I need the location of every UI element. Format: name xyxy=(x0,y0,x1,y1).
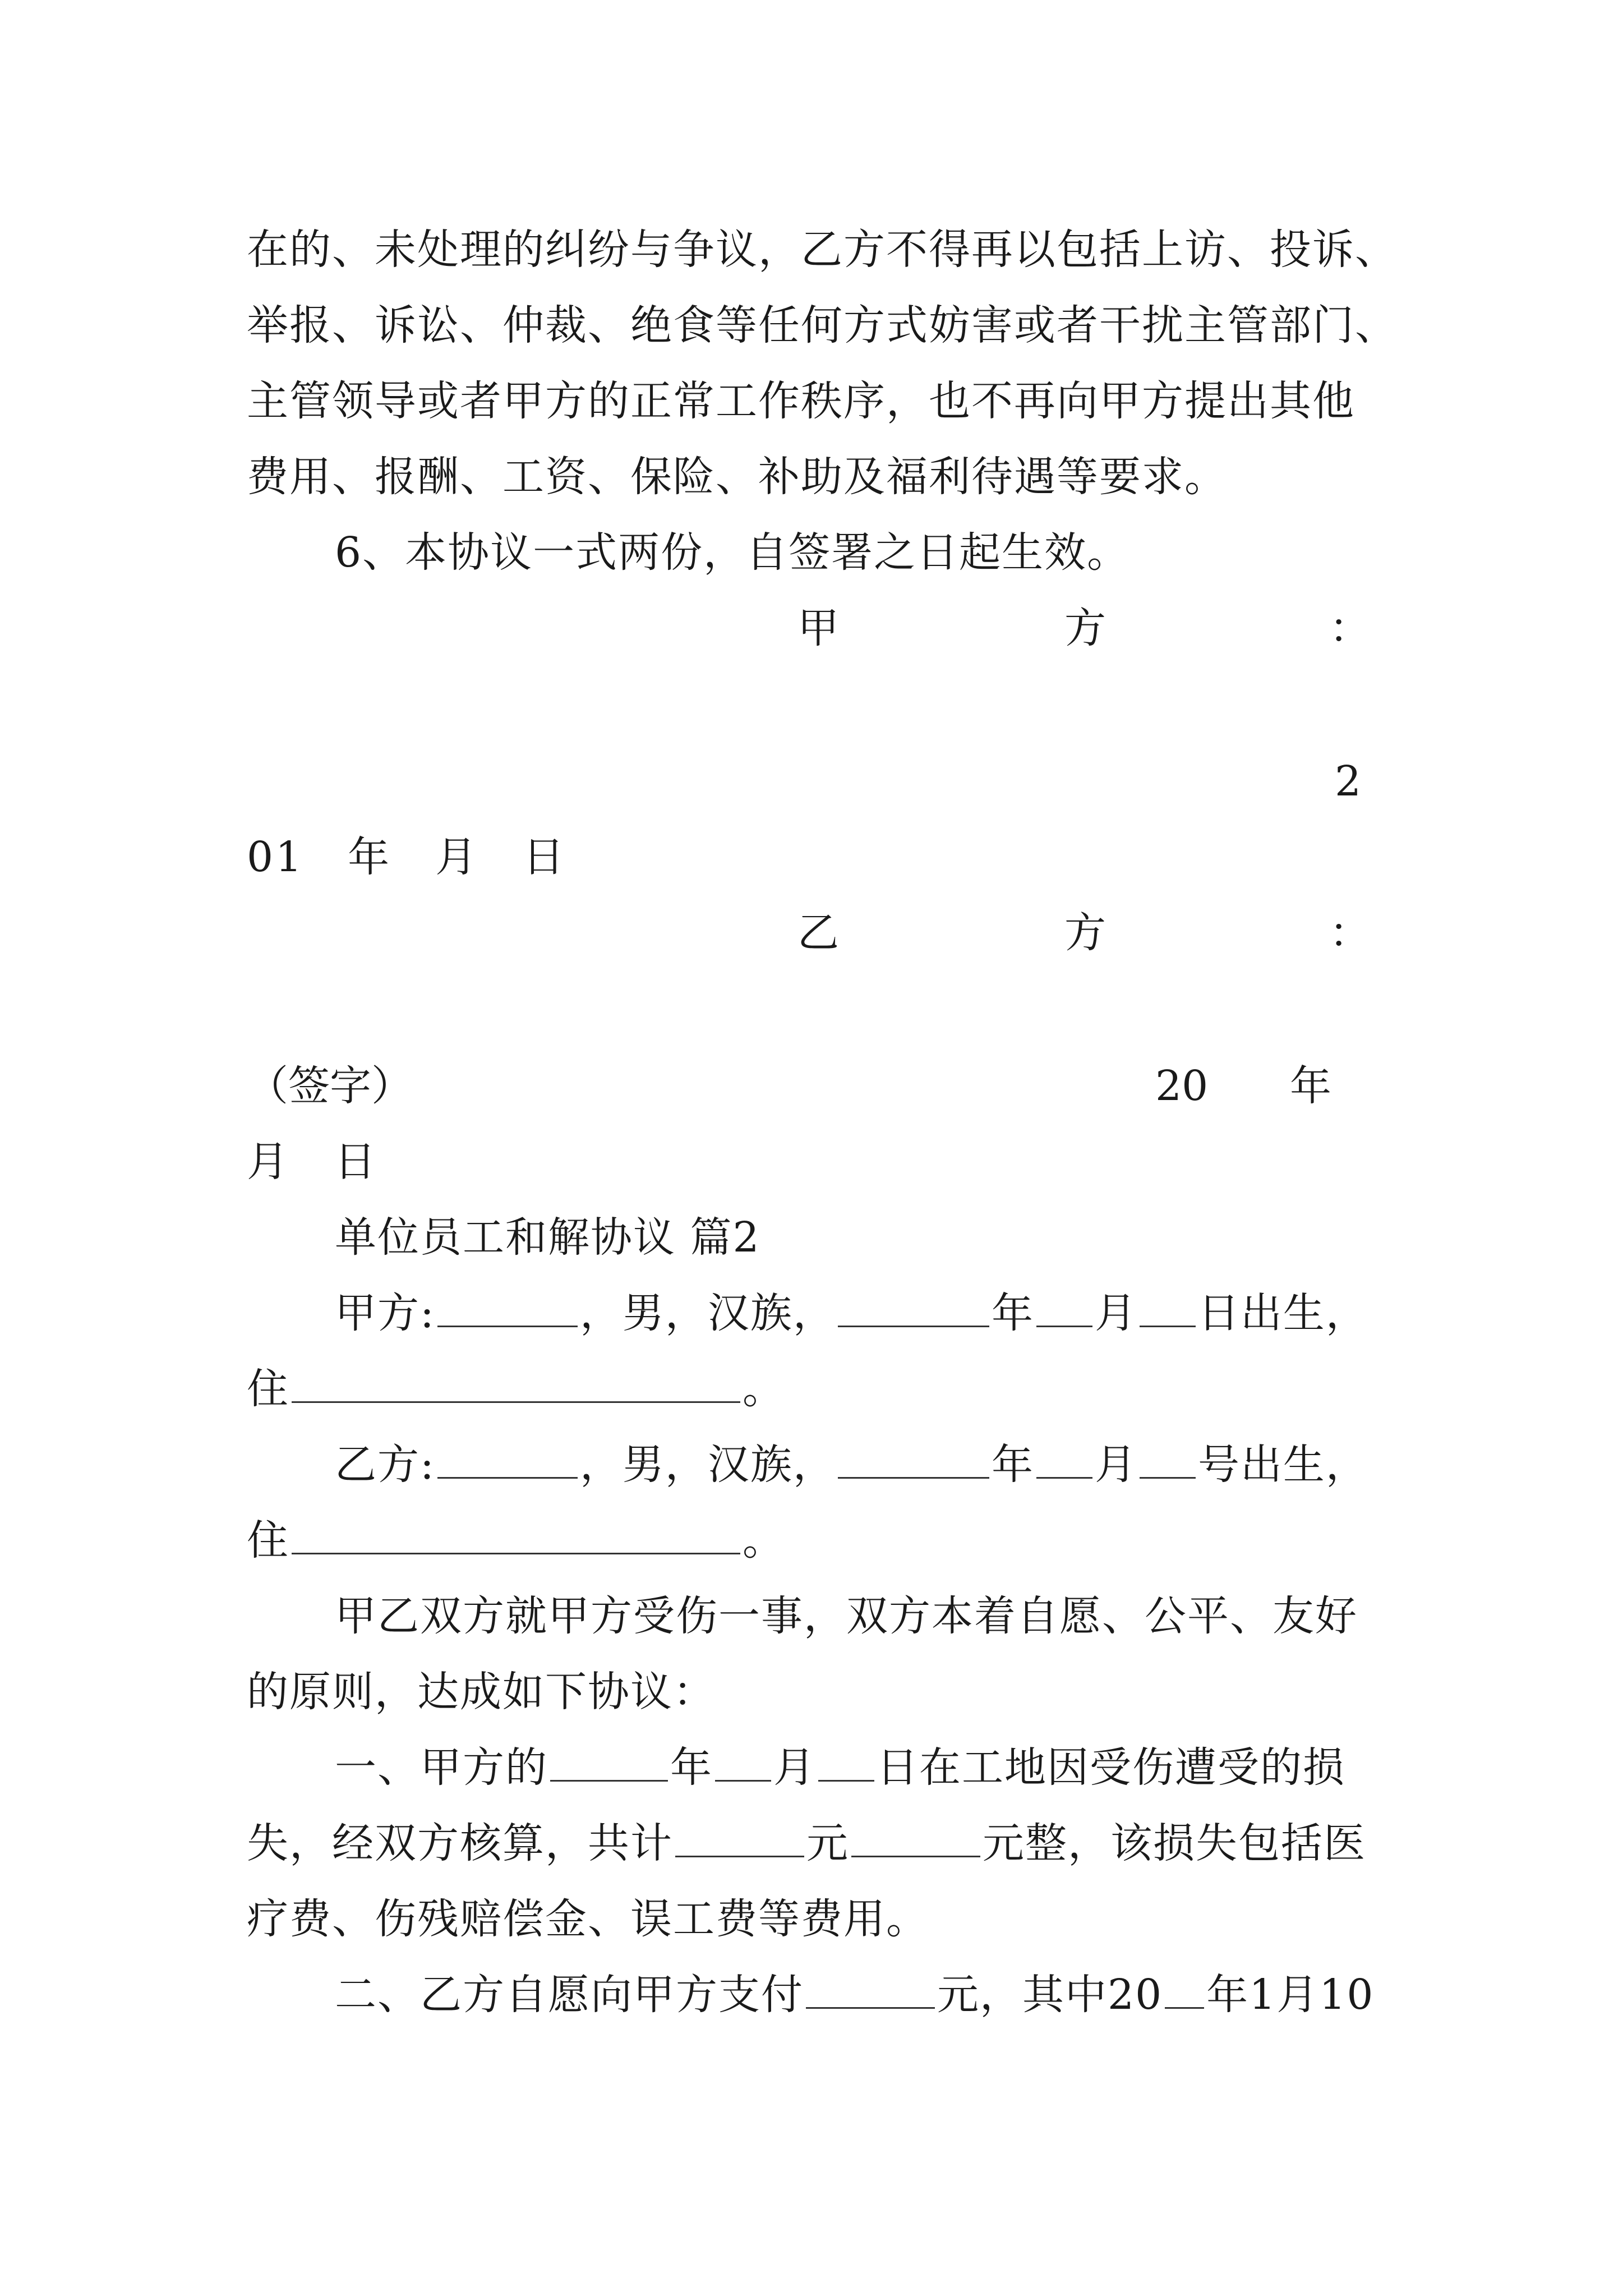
blank-loss-amount xyxy=(675,1815,804,1857)
blank-injury-year xyxy=(550,1740,668,1782)
blank-party-a-name xyxy=(437,1285,578,1327)
blank-party-a-day xyxy=(1140,1285,1196,1327)
blank-payment-year xyxy=(1165,1967,1204,2009)
sign-b-date: 月 日 xyxy=(247,1138,378,1186)
document-page: 在的、未处理的纠纷与争议，乙方不得再以包括上访、投诉、 举报、诉讼、仲裁、绝食等任何方式妨害或者干扰主管部门、 主管领导或者甲方的正常工作秩序，也不再向甲方提出其他 费用、报酬、工资、保险、补助及福利待遇等要求。 6、本协议一式两份，自签署之日起生效。 甲 方 ： 2 01 年 月 日 乙 方 ： （签字） 20 年 月 日 单位员工和解协议 篇2 甲方: ，男，汉族， 年 月 日出生， 住 。 乙方: ，男，汉族， 年 月 号出生， 住 。 甲乙双方就甲方受伤一事，双方本着自愿、公平、友好 的原则，达成如下协议： 一、甲方的 年 月 日在工地因受伤遭受的损 失，经双方核算，共计 元 元整，该损失包括医 疗费、伤残赔偿金、误工费等费用。 二、乙方自愿向甲方支付 元，其中20 年1月10 xyxy=(247,226,1398,2019)
blank-party-a-month xyxy=(1036,1285,1092,1327)
blank-loss-amount-words xyxy=(851,1815,980,1857)
blank-party-b-month xyxy=(1036,1437,1092,1479)
sign-b-char1: 乙 xyxy=(797,909,839,957)
sign-b-sign-label: （签字） xyxy=(247,1062,413,1110)
blank-party-b-address xyxy=(292,1512,740,1554)
sign-b-colon: ： xyxy=(1329,909,1371,957)
blank-party-a-year xyxy=(838,1285,989,1327)
blank-party-b-name xyxy=(437,1437,578,1479)
blank-party-a-address xyxy=(292,1361,740,1403)
blank-payment-amount xyxy=(806,1967,935,2009)
blank-injury-month xyxy=(715,1740,771,1782)
blank-party-b-day xyxy=(1140,1437,1196,1479)
blank-party-b-year xyxy=(838,1437,989,1479)
sign-b-nian: 年 xyxy=(1290,1062,1331,1110)
sign-b-year: 20 xyxy=(1155,1062,1209,1110)
blank-injury-day xyxy=(818,1740,874,1782)
sign-a-colon: ： xyxy=(1329,604,1371,652)
sign-a-char2: 方 xyxy=(1064,604,1106,652)
sign-a-char1: 甲 xyxy=(797,604,839,652)
sign-a-year-digit: 2 xyxy=(1335,757,1362,806)
sign-a-date: 01 年 月 日 xyxy=(247,833,567,881)
doc2-title: 单位员工和解协议 篇2 xyxy=(335,1213,760,1262)
sign-b-char2: 方 xyxy=(1064,909,1106,957)
